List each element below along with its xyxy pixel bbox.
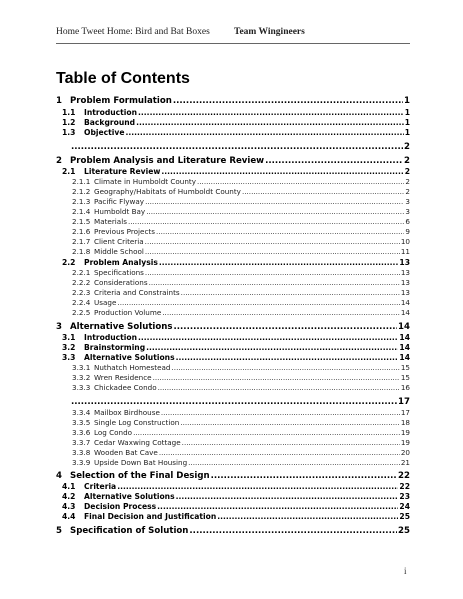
- toc-entry-number: 3.2: [62, 343, 76, 352]
- toc-entry-label: Introduction: [84, 108, 138, 117]
- toc-leader-dots: [161, 167, 403, 176]
- header-project-title: Home Tweet Home: Bird and Bat Boxes: [56, 27, 210, 37]
- toc-leader-dots: [71, 397, 397, 407]
- toc-leader-dots: [146, 207, 404, 216]
- toc-leader-dots: [138, 333, 398, 342]
- toc-entry[interactable]: [56, 322, 410, 332]
- toc-entry-number: 3.3.9: [72, 458, 91, 467]
- toc-leader-dots: [173, 96, 403, 106]
- toc-entry-number: 3.3.7: [72, 438, 91, 447]
- toc-entry-number: 3: [56, 322, 62, 332]
- toc-entry-label: Introduction: [84, 333, 138, 342]
- toc-entry-page: 1: [404, 108, 410, 117]
- toc-title: Table of Contents: [56, 70, 190, 87]
- toc-leader-dots: [145, 268, 400, 277]
- toc-entry-number: 1.2: [62, 118, 76, 127]
- toc-leader-dots: [153, 373, 400, 382]
- toc-entry-label: Problem Analysis: [84, 258, 158, 267]
- toc-entry-page: 2: [404, 156, 410, 166]
- toc-entry[interactable]: [56, 197, 410, 206]
- toc-entry-page: 15: [400, 363, 410, 372]
- toc-leader-dots: [161, 408, 400, 417]
- toc-entry-page: 19: [400, 428, 410, 437]
- toc-entry-label: Criteria: [84, 482, 117, 491]
- toc-entry[interactable]: [56, 268, 410, 277]
- toc-entry[interactable]: [56, 471, 410, 481]
- header-team-name: Team Wingineers: [234, 27, 305, 37]
- toc-entry-label: Alternative Solutions: [70, 322, 173, 332]
- toc-entry-page: 14: [399, 353, 410, 362]
- toc-entry-number: 2.2: [62, 258, 76, 267]
- toc-entry[interactable]: [56, 108, 410, 117]
- toc-entry-label: Wooden Bat Cave: [94, 448, 158, 457]
- toc-entry[interactable]: [56, 128, 410, 137]
- toc-entry-page: 13: [400, 278, 410, 287]
- toc-entry-page: 14: [398, 322, 410, 332]
- toc-entry[interactable]: [56, 298, 410, 307]
- toc-entry-number: 2.1.1: [72, 177, 91, 186]
- toc-entry-page: 25: [398, 526, 410, 536]
- toc-leader-dots: [125, 128, 403, 137]
- toc-entry[interactable]: [56, 363, 410, 372]
- toc-entry[interactable]: [56, 118, 410, 127]
- toc-entry-page: 11: [400, 247, 410, 256]
- toc-entry-page: 24: [399, 502, 410, 511]
- toc-leader-dots: [158, 383, 400, 392]
- toc-entry[interactable]: [56, 142, 410, 152]
- toc-entry-number: 2.1.7: [72, 237, 91, 246]
- toc-entry-page: 22: [399, 482, 410, 491]
- toc-entry-page: 2: [404, 167, 410, 176]
- toc-entry-page: 1: [404, 128, 410, 137]
- toc-entry-page: 14: [399, 343, 410, 352]
- toc-leader-dots: [71, 142, 403, 152]
- toc-leader-dots: [189, 526, 397, 536]
- toc-entry[interactable]: [56, 177, 410, 186]
- toc-leader-dots: [197, 177, 404, 186]
- toc-entry-page: 16: [400, 383, 410, 392]
- toc-leader-dots: [133, 428, 400, 437]
- toc-entry[interactable]: [56, 397, 410, 407]
- toc-entry-label: Middle School: [94, 247, 144, 256]
- toc-entry-page: 22: [398, 471, 410, 481]
- toc-entry-page: 21: [400, 458, 410, 467]
- toc-entry-page: 10: [400, 237, 410, 246]
- toc-entry-number: 4.3: [62, 502, 76, 511]
- toc-entry-page: 19: [400, 438, 410, 447]
- page-header: [56, 27, 305, 37]
- toc-entry[interactable]: [56, 408, 410, 417]
- toc-entry-page: 23: [399, 492, 410, 501]
- toc-entry-number: 1: [56, 96, 62, 106]
- toc-entry-number: 4.2: [62, 492, 76, 501]
- toc-entry-label: Selection of the Final Design: [70, 471, 210, 481]
- toc-entry[interactable]: [56, 156, 410, 166]
- toc-entry-number: 3.3.3: [72, 383, 91, 392]
- toc-entry-page: 2: [404, 142, 410, 152]
- toc-entry-label: Criteria and Constraints: [94, 288, 180, 297]
- toc-entry-page: 18: [400, 418, 410, 427]
- toc-entry[interactable]: [56, 343, 410, 352]
- toc-entry-number: 2.2.5: [72, 308, 91, 317]
- toc-entry-label: Alternative Solutions: [84, 492, 175, 501]
- toc-entry-number: 2: [56, 156, 62, 166]
- toc-entry[interactable]: [56, 278, 410, 287]
- toc-entry[interactable]: [56, 448, 410, 457]
- toc-entry[interactable]: [56, 502, 410, 511]
- toc-leader-dots: [128, 217, 404, 226]
- toc-entry-page: 3: [405, 197, 410, 206]
- toc-entry-label: Cedar Waxwing Cottage: [94, 438, 181, 447]
- toc-leader-dots: [159, 448, 400, 457]
- toc-leader-dots: [156, 227, 404, 236]
- toc-entry[interactable]: [56, 187, 410, 196]
- toc-entry-page: 1: [404, 118, 410, 127]
- toc-leader-dots: [180, 418, 400, 427]
- toc-leader-dots: [145, 237, 400, 246]
- toc-entry-page: 20: [400, 448, 410, 457]
- toc-entry[interactable]: [56, 96, 410, 106]
- toc-entry-label: Mailbox Birdhouse: [94, 408, 160, 417]
- toc-leader-dots: [157, 502, 398, 511]
- toc-leader-dots: [117, 298, 399, 307]
- toc-entry[interactable]: [56, 353, 410, 362]
- toc-entry[interactable]: [56, 308, 410, 317]
- toc-entry[interactable]: [56, 512, 410, 521]
- toc-entry-page: 6: [405, 217, 410, 226]
- toc-leader-dots: [211, 471, 397, 481]
- toc-entry-number: 2.1.8: [72, 247, 91, 256]
- toc-entry-label: Previous Projects: [94, 227, 155, 236]
- toc-entry[interactable]: [56, 482, 410, 491]
- toc-entry-label: Alternative Solutions: [84, 353, 175, 362]
- toc-entry-number: 3.3.2: [72, 373, 91, 382]
- toc-entry-label: Chickadee Condo: [94, 383, 157, 392]
- toc-entry[interactable]: [56, 247, 410, 256]
- toc-entry-page: 9: [405, 227, 410, 236]
- toc-entry-label: Wren Residence: [94, 373, 152, 382]
- toc-entry-label: Usage: [94, 298, 117, 307]
- toc-entry-label: Nuthatch Homestead: [94, 363, 171, 372]
- toc-entry-number: 3.3.8: [72, 448, 91, 457]
- toc-entry-label: Final Decision and Justification: [84, 512, 217, 521]
- toc-entry-number: 2.2.1: [72, 268, 91, 277]
- toc-leader-dots: [217, 512, 398, 521]
- toc-entry-label: Humboldt Bay: [94, 207, 146, 216]
- toc-entry-page: 15: [400, 373, 410, 382]
- toc-entry-number: 2.1.2: [72, 187, 91, 196]
- toc-entry[interactable]: [56, 288, 410, 297]
- toc-entry-label: Specification of Solution: [70, 526, 189, 536]
- toc-entry-label: Problem Formulation: [70, 96, 172, 106]
- toc-entry[interactable]: [56, 373, 410, 382]
- toc-leader-dots: [265, 156, 403, 166]
- toc-leader-dots: [149, 278, 400, 287]
- toc-entry-number: 3.3.5: [72, 418, 91, 427]
- toc-entry-label: Single Log Construction: [94, 418, 180, 427]
- toc-leader-dots: [242, 187, 404, 196]
- toc-entry-number: 3.3.1: [72, 363, 91, 372]
- toc-entry-label: Upside Down Bat Housing: [94, 458, 188, 467]
- header-rule: [56, 43, 410, 44]
- toc-entry-number: 2.1: [62, 167, 76, 176]
- toc-entry[interactable]: [56, 258, 410, 267]
- toc-entry-label: Background: [84, 118, 136, 127]
- toc-entry[interactable]: [56, 207, 410, 216]
- toc-entry-page: 1: [404, 96, 410, 106]
- toc-leader-dots: [174, 322, 398, 332]
- toc-leader-dots: [176, 353, 399, 362]
- toc-entry-page: 13: [400, 268, 410, 277]
- toc-entry[interactable]: [56, 428, 410, 437]
- toc-entry[interactable]: [56, 383, 410, 392]
- toc-entry[interactable]: [56, 217, 410, 226]
- toc-entry-number: 4.4: [62, 512, 76, 521]
- toc-entry-label: Brainstorming: [84, 343, 146, 352]
- toc-entry-number: 2.1.5: [72, 217, 91, 226]
- toc-entry-page: 13: [399, 258, 410, 267]
- toc-entry-number: 3.1: [62, 333, 76, 342]
- toc-entry[interactable]: [56, 237, 410, 246]
- toc-entry-number: 2.2.4: [72, 298, 91, 307]
- toc-entry-number: 3.3.4: [72, 408, 91, 417]
- toc-entry-number: 2.1.6: [72, 227, 91, 236]
- toc-entry-number: 2.1.3: [72, 197, 91, 206]
- toc-entry-label: Decision Process: [84, 502, 157, 511]
- toc-entry-page: 2: [405, 187, 410, 196]
- toc-entry-number: 1.3: [62, 128, 76, 137]
- toc-entry[interactable]: [56, 167, 410, 176]
- toc-entry-page: 13: [400, 288, 410, 297]
- toc-entry-page: 25: [399, 512, 410, 521]
- toc-entry-label: Considerations: [94, 278, 148, 287]
- toc-entry[interactable]: [56, 438, 410, 447]
- toc-entry-page: 14: [400, 308, 410, 317]
- toc-entry-label: Literature Review: [84, 167, 161, 176]
- toc-leader-dots: [188, 458, 400, 467]
- toc-entry-label: Climate in Humboldt County: [94, 177, 196, 186]
- toc-entry-label: Pacific Flyway: [94, 197, 145, 206]
- toc-entry-number: 4.1: [62, 482, 76, 491]
- toc-entry-label: Materials: [94, 217, 127, 226]
- toc-leader-dots: [138, 108, 404, 117]
- toc-leader-dots: [146, 343, 398, 352]
- toc-entry-number: 3.3: [62, 353, 76, 362]
- toc-leader-dots: [145, 197, 404, 206]
- toc-leader-dots: [159, 258, 399, 267]
- toc-entry-number: 1.1: [62, 108, 76, 117]
- toc-leader-dots: [182, 438, 400, 447]
- toc-entry[interactable]: [56, 418, 410, 427]
- toc-leader-dots: [145, 247, 400, 256]
- toc-entry-label: Production Volume: [94, 308, 162, 317]
- page-number: i: [404, 566, 407, 576]
- toc-entry-page: 17: [400, 408, 410, 417]
- toc-entry-page: 2: [405, 177, 410, 186]
- toc-entry-number: 3.3.6: [72, 428, 91, 437]
- toc-leader-dots: [176, 492, 399, 501]
- toc-entry-label: Log Condo: [94, 428, 133, 437]
- toc-entry-page: 14: [400, 298, 410, 307]
- toc-entry-number: 2.2.2: [72, 278, 91, 287]
- toc-entry[interactable]: [56, 227, 410, 236]
- toc-leader-dots: [162, 308, 400, 317]
- toc-entry[interactable]: [56, 333, 410, 342]
- toc-entry-number: 4: [56, 471, 62, 481]
- toc-entry-page: 3: [405, 207, 410, 216]
- toc-entry-label: Client Criteria: [94, 237, 144, 246]
- toc-entry-label: Objective: [84, 128, 125, 137]
- toc-leader-dots: [172, 363, 400, 372]
- toc-entry-number: 2.1.4: [72, 207, 91, 216]
- toc-entry-label: Specifications: [94, 268, 144, 277]
- toc-entry-label: Problem Analysis and Literature Review: [70, 156, 265, 166]
- toc-leader-dots: [117, 482, 398, 491]
- toc-entry-number: 5: [56, 526, 62, 536]
- toc-entry-page: 17: [398, 397, 410, 407]
- toc-entry[interactable]: [56, 492, 410, 501]
- toc-entry-number: 2.2.3: [72, 288, 91, 297]
- toc-entry-label: Geography/Habitats of Humboldt County: [94, 187, 241, 196]
- toc-entry[interactable]: [56, 458, 410, 467]
- toc-leader-dots: [136, 118, 404, 127]
- toc-entry[interactable]: [56, 526, 410, 536]
- toc-entry-page: 14: [399, 333, 410, 342]
- toc-leader-dots: [181, 288, 400, 297]
